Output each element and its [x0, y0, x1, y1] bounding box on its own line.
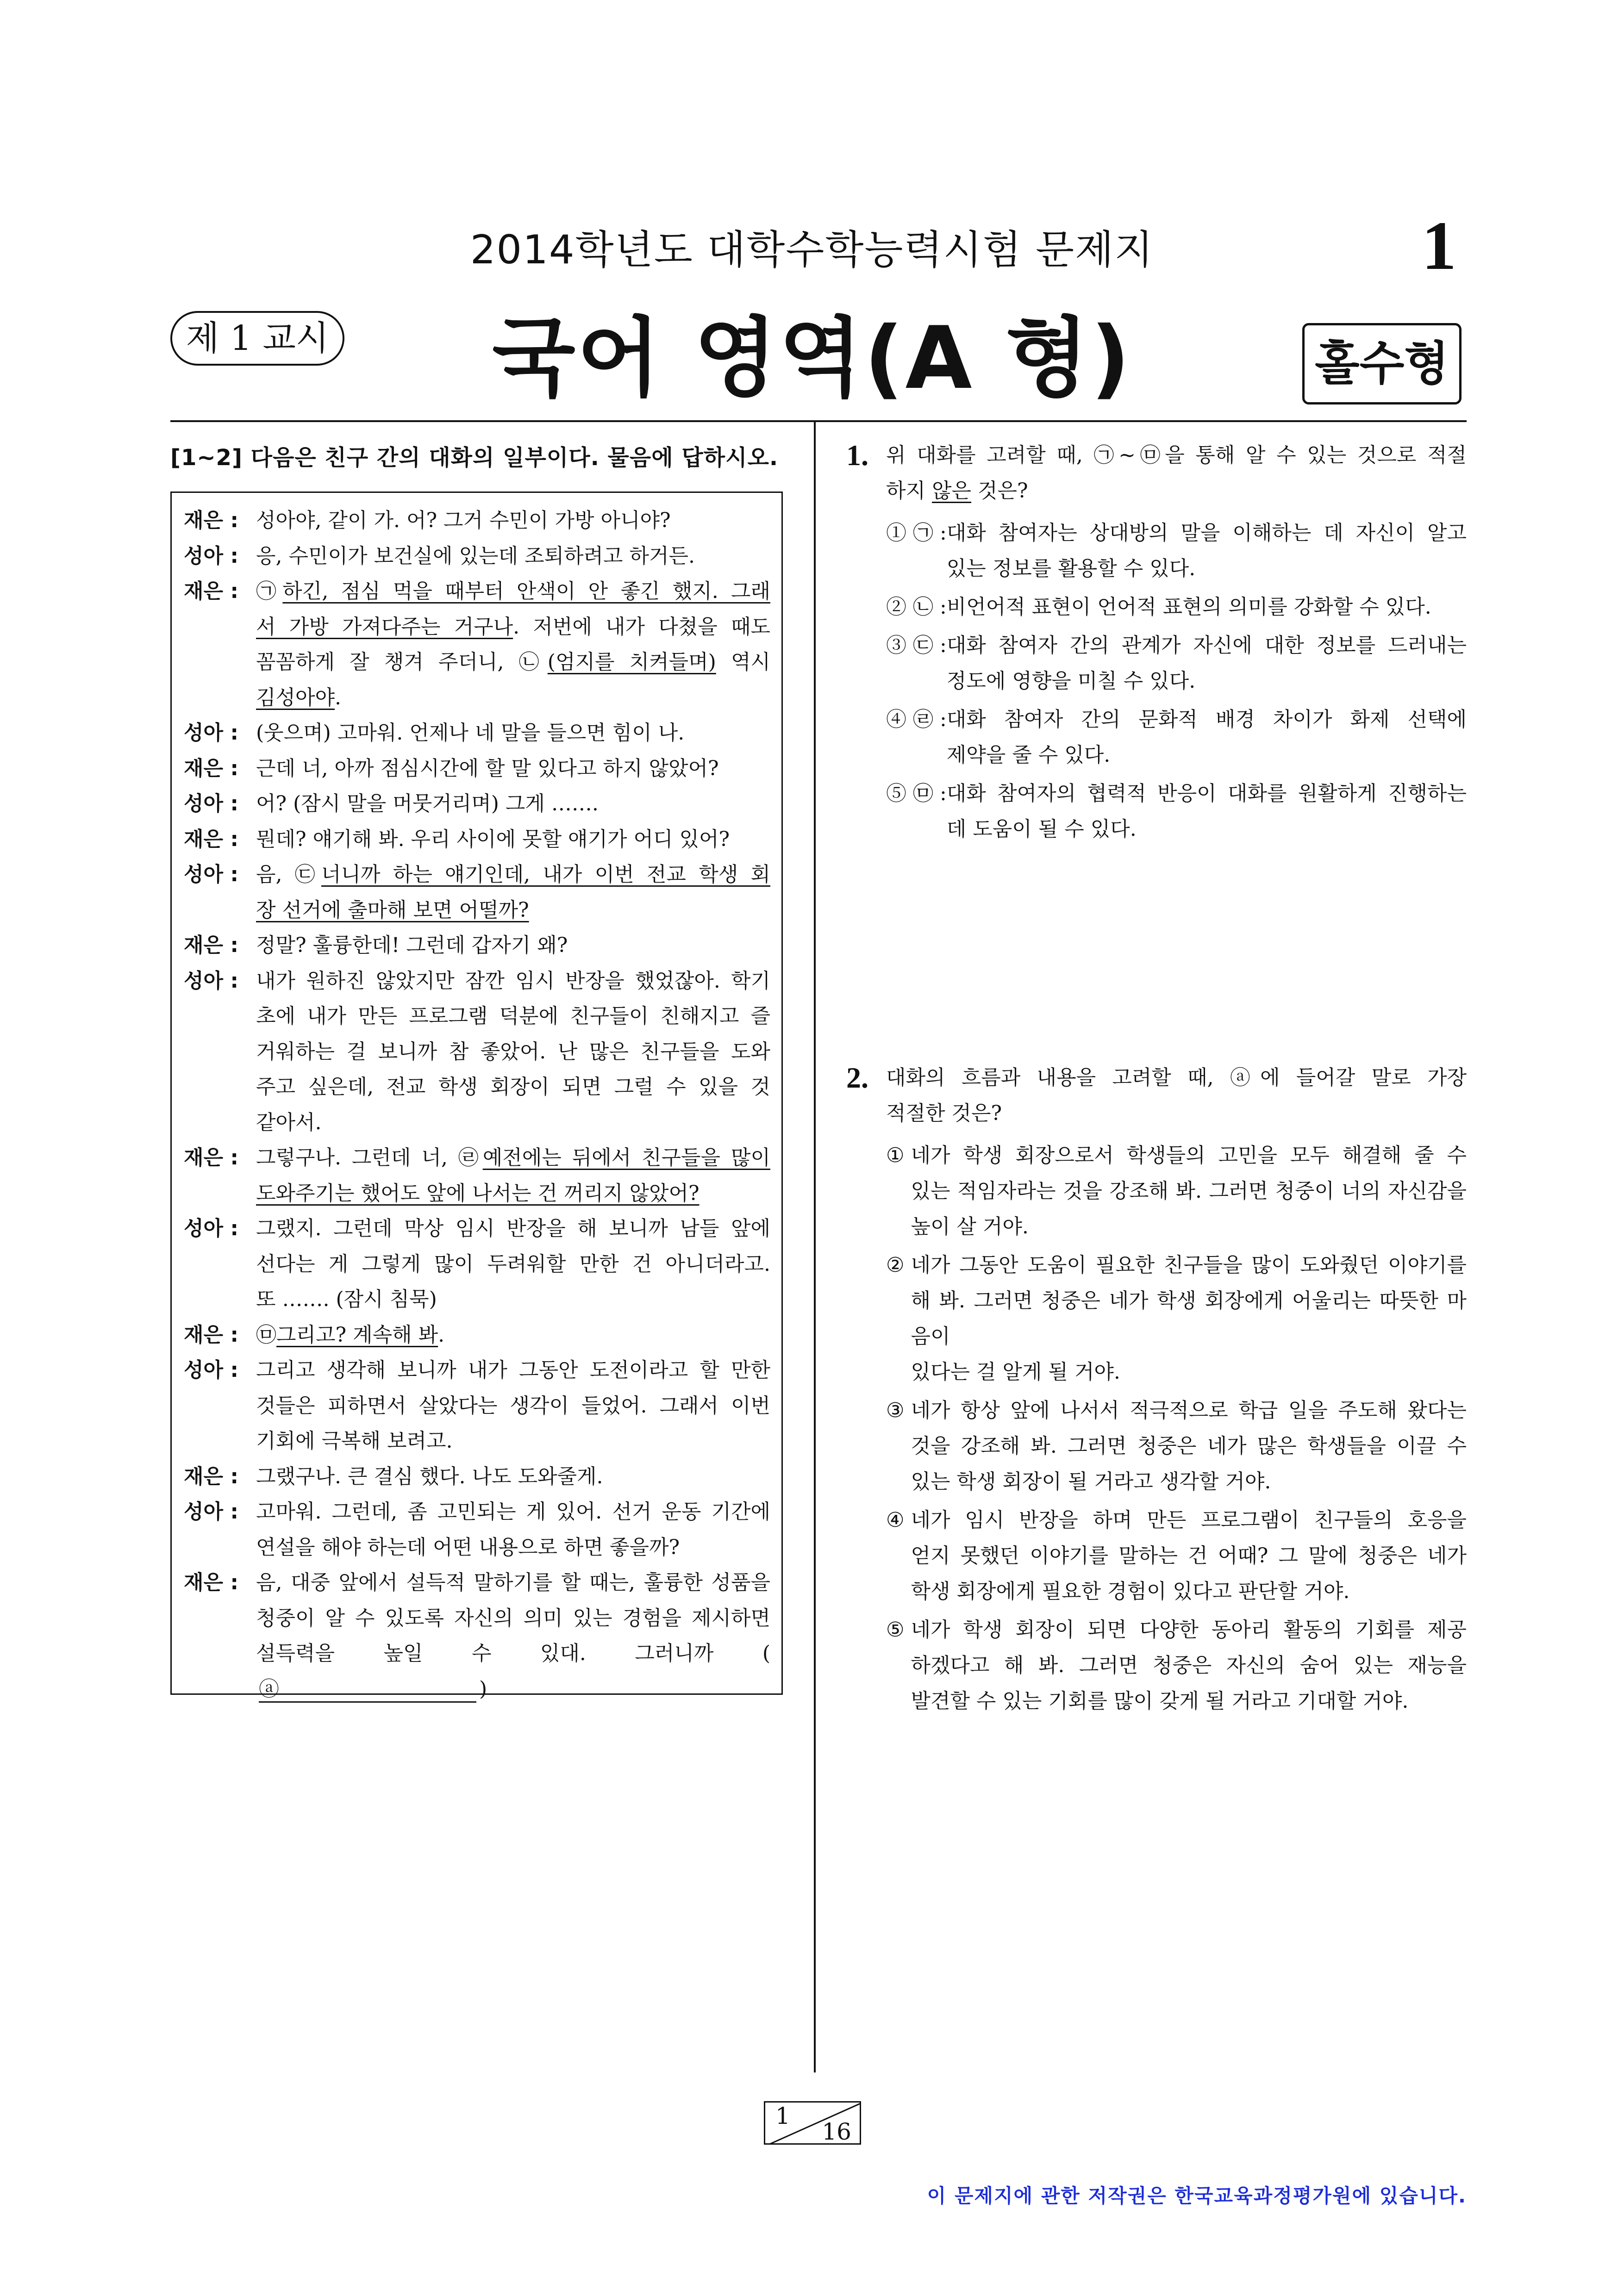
- utterance: ㉠하긴, 점심 먹을 때부터 안색이 안 좋긴 했지. 그래: [256, 579, 771, 603]
- utterance: 근데 너, 아까 점심시간에 할 말 있다고 하지 않았어?: [256, 756, 719, 780]
- choice-text: [911, 1393, 1467, 1500]
- dialog-line: [184, 503, 770, 539]
- period-badge: 제 1 교시: [170, 311, 344, 366]
- speaker-label: 성아 :: [184, 1358, 238, 1382]
- choice-line: 대화 참여자는 상대방의 말을 이해하는 데 자신이 알고: [946, 521, 1467, 545]
- dialog-line: [184, 822, 770, 858]
- utterance: [256, 1176, 770, 1212]
- dialog-line: [184, 645, 770, 680]
- utterance: 선다는 게 그렇게 많이 두려워할 만한 건 아니더라고.: [256, 1252, 770, 1276]
- dialog-line: [184, 1530, 770, 1566]
- choice-text: [947, 628, 1467, 699]
- choice-line: 제약을 줄 수 있다.: [946, 743, 1111, 767]
- speaker-label: 재은 :: [184, 1323, 238, 1347]
- dialog-line: [184, 786, 770, 822]
- speaker-label: [184, 999, 256, 1034]
- speaker-label: [184, 1034, 256, 1070]
- choice-line: 있다는 걸 알게 될 거야.: [911, 1360, 1120, 1384]
- dialog-line: [184, 1388, 770, 1424]
- choice-line: 네가 임시 반장을 하며 만든 프로그램이 친구들의 호응을: [911, 1508, 1467, 1532]
- question-stem: 하지 않은 것은?: [886, 479, 1028, 503]
- answer-choice[interactable]: [886, 589, 1467, 625]
- choice-mark: ④ ㉣ :: [886, 708, 947, 731]
- utterance: ㉤그리고? 계속해 봐.: [256, 1323, 445, 1347]
- choice-mark: ⑤ ㉤ :: [886, 782, 947, 805]
- choice-text: [947, 702, 1467, 773]
- question-stem: 위 대화를 고려할 때, ㉠~㉤을 통해 알 수 있는 것으로 적절: [886, 443, 1467, 467]
- emphasis-underline: 않은: [932, 479, 972, 503]
- underlined-text: 하긴, 점심 먹을 때부터 안색이 안 좋긴 했지. 그래: [282, 579, 771, 603]
- utterance: 정말? 훌륭한데! 그런데 갑자기 왜?: [256, 933, 568, 957]
- dialog-line: [184, 1601, 770, 1636]
- speaker-label: 재은 :: [184, 1146, 238, 1170]
- question-stem-line: [846, 1060, 1467, 1095]
- choice-text: [947, 515, 1467, 586]
- utterance: 또 ……. (잠시 침묵): [256, 1288, 437, 1311]
- speaker-label: [184, 1247, 256, 1282]
- dialog-box: [170, 492, 783, 1701]
- utterance: 그렇구나. 그런데 너, ㉣예전에는 뒤에서 친구들을 많이: [256, 1146, 770, 1170]
- choice-text: [911, 1138, 1467, 1244]
- dialog-line: [184, 610, 770, 645]
- dialog-line: [184, 574, 770, 610]
- question-number: [846, 1095, 886, 1131]
- choice-line: 있는 적임자라는 것을 강조해 봐. 그러면 청중이 너의 자신감을: [911, 1179, 1467, 1203]
- choice-text: [911, 1247, 1467, 1390]
- answer-choice[interactable]: [886, 776, 1467, 847]
- choice-line: 발견할 수 있는 기회를 많이 갖게 될 거라고 기대할 거야.: [911, 1689, 1409, 1713]
- choice-line: 높이 살 거야.: [911, 1215, 1029, 1238]
- page-number: 1: [1422, 207, 1456, 284]
- choice-line: 네가 학생 회장으로서 학생들의 고민을 모두 해결해 줄 수: [911, 1144, 1467, 1167]
- choice-mark: ② ㉡ :: [886, 595, 947, 619]
- underlined-text: 너니까 하는 얘기인데, 내가 이번 전교 학생 회: [321, 863, 770, 886]
- dialog-line: [184, 1247, 770, 1282]
- choice-line: 네가 학생 회장이 되면 다양한 동아리 활동의 기회를 제공: [911, 1618, 1467, 1642]
- question-stem-line: [846, 473, 1467, 509]
- utterance: 꼼꼼하게 잘 챙겨 주더니, ㉡(엄지를 치켜들며) 역시: [256, 650, 770, 674]
- utterance: 거워하는 걸 보니까 참 좋았어. 난 많은 친구들을 도와: [256, 1039, 770, 1064]
- choice-line: 네가 항상 앞에 나서서 적극적으로 학급 일을 주도해 왔다는: [911, 1399, 1467, 1422]
- utterance: 음, ㉢너니까 하는 얘기인데, 내가 이번 전교 학생 회: [256, 863, 770, 886]
- choice-line: 얻지 못했던 이야기를 말하는 건 어때? 그 말에 청중은 네가: [911, 1544, 1467, 1568]
- underlined-text: 예전에는 뒤에서 친구들을 많이: [482, 1146, 770, 1170]
- dialog-line: [184, 928, 770, 964]
- speaker-label: 성아 :: [184, 792, 238, 815]
- speaker-label: [184, 1601, 256, 1636]
- dialog-line: [184, 1353, 770, 1388]
- choice-text: [911, 1502, 1467, 1609]
- choice-mark: ③: [886, 1399, 911, 1422]
- underlined-text: 김성아야: [256, 685, 335, 709]
- utterance: 응, 수민이가 보건실에 있는데 조퇴하려고 하거든.: [256, 544, 695, 568]
- answer-choice[interactable]: [886, 1502, 1467, 1609]
- utterance: 기회에 극복해 보려고.: [256, 1429, 453, 1453]
- dialog-line: [184, 1034, 770, 1070]
- choice-text: [911, 1612, 1467, 1719]
- speaker-label: 성아 :: [184, 1217, 238, 1240]
- speaker-label: [184, 610, 256, 645]
- speaker-label: [184, 645, 256, 680]
- choice-line: 있는 학생 회장이 될 거라고 생각할 거야.: [911, 1470, 1271, 1493]
- subject-title: 국어 영역(A 형): [492, 308, 1132, 408]
- speaker-label: 재은 :: [184, 1571, 238, 1594]
- exam-type-box: 홀수형: [1302, 323, 1462, 404]
- dialog-line: [184, 1211, 770, 1247]
- choice-text: [947, 589, 1467, 625]
- copyright-notice: 이 문제지에 관한 저작권은 한국교육과정평가원에 있습니다.: [927, 2184, 1467, 2207]
- speaker-label: [184, 1424, 256, 1459]
- page-indicator: [764, 2101, 861, 2145]
- choice-line: 해 봐. 그러면 청중은 네가 학생 회장에게 어울리는 따뜻한 마음이: [911, 1289, 1467, 1348]
- utterance: 주고 싶은데, 전교 학생 회장이 되면 그럴 수 있을 것: [256, 1075, 770, 1099]
- utterance: (웃으며) 고마워. 언제나 네 말을 들으면 힘이 나.: [256, 721, 685, 745]
- utterance: 그랬구나. 큰 결심 했다. 나도 도와줄게.: [256, 1464, 603, 1488]
- speaker-label: [184, 1282, 256, 1318]
- speaker-label: [184, 1530, 256, 1566]
- dialog-line: [184, 964, 770, 999]
- underlined-text: 서 가방 가져다주는 거구나: [256, 615, 513, 639]
- answer-choice[interactable]: [886, 1138, 1467, 1244]
- question-number: [846, 473, 886, 509]
- answer-choice[interactable]: [886, 1247, 1467, 1390]
- speaker-label: [184, 1388, 256, 1424]
- utterance: 서 가방 가져다주는 거구나. 저번에 내가 다쳤을 때도: [256, 615, 770, 639]
- dialog-line: [184, 539, 770, 574]
- speaker-label: [184, 1636, 256, 1707]
- dialog-line: [184, 1282, 770, 1318]
- speaker-label: 성아 :: [184, 721, 238, 745]
- exam-title: 2014학년도 대학수학능력시험 문제지: [470, 227, 1154, 273]
- speaker-label: [184, 1176, 256, 1212]
- dialog-line: [184, 1318, 770, 1353]
- underlined-text: 그리고? 계속해 봐: [276, 1323, 438, 1347]
- speaker-label: 성아 :: [184, 1500, 238, 1524]
- speaker-label: 재은 :: [184, 756, 238, 780]
- instruction: [1~2] 다음은 친구 간의 대화의 일부이다. 물음에 답하시오.: [170, 445, 779, 471]
- utterance: 그리고 생각해 보니까 내가 그동안 도전이라고 할 만한: [256, 1358, 770, 1382]
- dialog-line: [184, 751, 770, 787]
- answer-choice[interactable]: [886, 1612, 1467, 1719]
- speaker-label: [184, 1105, 256, 1141]
- dialog-line: [184, 1176, 770, 1212]
- question-1: [846, 437, 1467, 847]
- utterance: [256, 893, 770, 928]
- choice-line: 데 도움이 될 수 있다.: [946, 817, 1137, 841]
- utterance: 초에 내가 만든 프로그램 덕분에 친구들이 친해지고 즐: [256, 1004, 770, 1028]
- choice-line: 하겠다고 해 봐. 그러면 청중은 자신의 숨어 있는 재능을: [911, 1654, 1467, 1677]
- dialog-line: [184, 1140, 770, 1176]
- question-stem-line: [846, 1095, 1467, 1131]
- answer-blank: ⓐ: [259, 1677, 476, 1703]
- choice-line: 대화 참여자의 협력적 반응이 대화를 원활하게 진행하는: [946, 782, 1467, 805]
- question-stem: 대화의 흐름과 내용을 고려할 때, ⓐ에 들어갈 말로 가장: [886, 1066, 1467, 1089]
- dialog-line: [184, 1424, 770, 1459]
- choice-line: 학생 회장에게 필요한 경험이 있다고 판단할 거야.: [911, 1580, 1350, 1603]
- underlined-text: 도와주기는 했어도 앞에 나서는 건 꺼리지 않았어?: [256, 1181, 700, 1205]
- choice-mark: ① ㉠ :: [886, 521, 947, 545]
- choice-mark: ⑤: [886, 1618, 911, 1642]
- column-divider: [814, 420, 816, 2072]
- utterance: 성아야, 같이 가. 어? 그거 수민이 가방 아니야?: [256, 509, 671, 532]
- choice-mark: ④: [886, 1508, 911, 1532]
- choice-line: 네가 그동안 도움이 필요한 친구들을 많이 도와줬던 이야기를: [911, 1253, 1467, 1277]
- speaker-label: [184, 1070, 256, 1105]
- speaker-label: [184, 893, 256, 928]
- answer-choice[interactable]: [886, 1393, 1467, 1500]
- speaker-label: 재은 :: [184, 509, 238, 532]
- question-stem-line: [846, 437, 1467, 473]
- speaker-label: [184, 680, 256, 716]
- speaker-label: 성아 :: [184, 969, 238, 993]
- dialog-line: [184, 1459, 770, 1495]
- utterance: 것들은 피하면서 살았다는 생각이 들었어. 그래서 이번: [256, 1394, 770, 1418]
- dialog-line: [184, 893, 770, 928]
- speaker-label: 재은 :: [184, 1464, 238, 1488]
- question-2: [846, 1060, 1467, 1719]
- choice-line: 정도에 영향을 미칠 수 있다.: [946, 669, 1196, 693]
- utterance: 설득력을 높일 수 있대. 그러니까 (ⓐ ): [256, 1636, 770, 1707]
- choice-line: 있는 정보를 활용할 수 있다.: [946, 557, 1196, 580]
- question-stem: 적절한 것은?: [886, 1101, 1002, 1125]
- dialog-line: [184, 857, 770, 893]
- underlined-text: 장 선거에 출마해 보면 어떨까?: [256, 898, 529, 922]
- choice-mark: ①: [886, 1144, 911, 1167]
- utterance: 연설을 해야 하는데 어떤 내용으로 하면 좋을까?: [256, 1535, 680, 1559]
- dialog-line: [184, 1070, 770, 1105]
- choice-line: 대화 참여자 간의 문화적 배경 차이가 화제 선택에: [946, 708, 1467, 731]
- answer-choice[interactable]: [886, 628, 1467, 699]
- dialog-line: [184, 1636, 770, 1707]
- utterance: 음, 대중 앞에서 설득적 말하기를 할 때는, 훌륭한 성품을: [256, 1571, 770, 1594]
- utterance: 청중이 알 수 있도록 자신의 의미 있는 경험을 제시하면: [256, 1606, 770, 1630]
- utterance: 내가 원하진 않았지만 잠깐 임시 반장을 했었잖아. 학기: [256, 969, 770, 993]
- dialog-line: [184, 1565, 770, 1601]
- choice-line: 대화 참여자 간의 관계가 자신에 대한 정보를 드러내는: [946, 634, 1467, 657]
- answer-choice[interactable]: [886, 702, 1467, 773]
- utterance: 김성아야.: [256, 685, 342, 709]
- dialog-line: [184, 1494, 770, 1530]
- speaker-label: 재은 :: [184, 933, 238, 957]
- choice-mark: ③ ㉢ :: [886, 634, 947, 657]
- dialog-line: [184, 999, 770, 1034]
- utterance: 그랬지. 그런데 막상 임시 반장을 해 보니까 남들 앞에: [256, 1217, 770, 1240]
- page-total: 16: [822, 2118, 851, 2145]
- dialog-line: [184, 716, 770, 751]
- utterance: 고마워. 그런데, 좀 고민되는 게 있어. 선거 운동 기간에: [256, 1500, 770, 1524]
- utterance: 어? (잠시 말을 머뭇거리며) 그게 …….: [256, 792, 599, 815]
- speaker-label: 재은 :: [184, 827, 238, 851]
- dialog-line: [184, 1105, 770, 1141]
- choice-line: 비언어적 표현이 언어적 표현의 의미를 강화할 수 있다.: [946, 595, 1431, 619]
- question-number: 1.: [846, 439, 868, 472]
- choice-mark: ②: [886, 1253, 911, 1277]
- dialog-line: [184, 680, 770, 716]
- utterance: 같아서.: [256, 1110, 322, 1134]
- header-rule: [170, 420, 1467, 422]
- speaker-label: 재은 :: [184, 579, 238, 603]
- underlined-text: (엄지를 치켜들며): [547, 650, 716, 674]
- choice-line: 것을 강조해 봐. 그러면 청중은 네가 많은 학생들을 이끌 수: [911, 1434, 1467, 1458]
- utterance: 뭔데? 얘기해 봐. 우리 사이에 못할 얘기가 어디 있어?: [256, 827, 730, 851]
- answer-choice[interactable]: [886, 515, 1467, 586]
- choice-text: [947, 776, 1467, 847]
- speaker-label: 성아 :: [184, 544, 238, 568]
- question-number: 2.: [846, 1061, 868, 1094]
- speaker-label: 성아 :: [184, 863, 238, 886]
- page-current: 1: [775, 2103, 790, 2129]
